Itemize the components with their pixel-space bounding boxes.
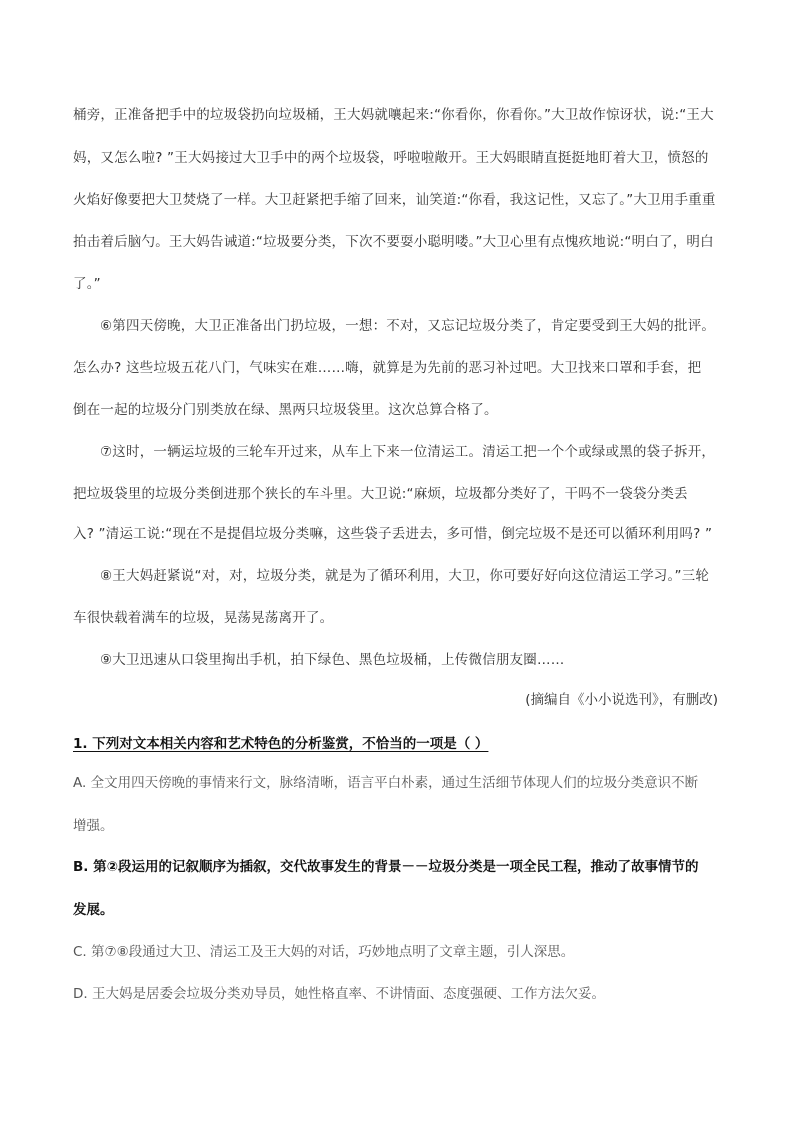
paragraph-8-line-1: ⑧王大妈赶紧说“对，对，垃圾分类，就是为了循环利用，大卫，你可要好好向这位清运工学习。”三轮 [100, 568, 710, 584]
paragraph-9-line-1: ⑨大卫迅速从口袋里掏出手机，拍下绿色、黑色垃圾桶，上传微信朋友圈…… [100, 652, 565, 668]
paragraph-7-line-3: 入? ”清运工说:“现在不是提倡垃圾分类嘛，这些袋子丢进去，多可惜，倒完垃圾不是还可以循环利用吗? ” [73, 526, 713, 542]
paragraph-5-line-1: 桶旁，正准备把手中的垃圾袋扔向垃圾桶，王大妈就嚷起来:“你看你，你看你。”大卫故作惊讶状，说:“王大 [73, 107, 714, 123]
source-citation: (摘编自《小小说选刊》，有删改) [525, 692, 718, 708]
option-a-line-1: A. 全文用四天傍晚的事情来行文，脉络清晰，语言平白朴素，通过生活细节体现人们的垃圾分类意识不断 [73, 775, 699, 791]
paragraph-6-line-3: 倒在一起的垃圾分门别类放在绿、黑两只垃圾袋里。这次总算合格了。 [73, 402, 498, 418]
paragraph-8-line-2: 车很快载着满车的垃圾，晃荡晃荡离开了。 [73, 610, 334, 626]
paragraph-6-line-2: 怎么办? 这些垃圾五花八门，气味实在难……嗨，就算是为先前的恶习补过吧。大卫找来口罩和手套，把 [73, 360, 702, 376]
paragraph-6-line-1: ⑥第四天傍晚，大卫正准备出门扔垃圾，一想：不对，又忘记垃圾分类了，肯定要受到王大妈的批评。 [100, 318, 716, 334]
option-d: D. 王大妈是居委会垃圾分类劝导员，她性格直率、不讲情面、态度强硬、工作方法欠妥。 [73, 986, 605, 1002]
question-title: 1. 下列对文本相关内容和艺术特色的分析鉴赏，不恰当的一项是（ ） [73, 736, 489, 752]
option-a-line-2: 增强。 [73, 818, 114, 834]
option-b-line-2: 发展。 [73, 902, 114, 918]
option-c: C. 第⑦⑧段通过大卫、清运工及王大妈的对话，巧妙地点明了文章主题，引人深思。 [73, 944, 575, 960]
option-b-line-1: B. 第②段运用的记叙顺序为插叙，交代故事发生的背景－－垃圾分类是一项全民工程，推动了故事情节的 [73, 859, 699, 875]
paragraph-5-line-5: 了。” [73, 276, 101, 292]
paragraph-5-line-4: 拍击着后脑勺。王大妈告诫道:“垃圾要分类，下次不要耍小聪明喽。”大卫心里有点愧疚地说:“明白了，明白 [73, 234, 714, 250]
paragraph-7-line-2: 把垃圾袋里的垃圾分类倒进那个狭长的车斗里。大卫说:“麻烦，垃圾都分类好了，干吗不一袋袋分类丢 [73, 486, 688, 502]
paragraph-7-line-1: ⑦这时，一辆运垃圾的三轮车开过来，从车上下来一位清运工。清运工把一个个或绿或黑的袋子拆开， [100, 444, 716, 460]
paragraph-5-line-2: 妈，又怎么啦? ”王大妈接过大卫手中的两个垃圾袋，呼啦啦敞开。王大妈眼睛直挺挺地盯着大卫，愤怒的 [73, 150, 709, 166]
paragraph-5-line-3: 火焰好像要把大卫焚烧了一样。大卫赶紧把手缩了回来，讪笑道:“你看，我这记性，又忘了。”大卫用手重重 [73, 192, 716, 208]
